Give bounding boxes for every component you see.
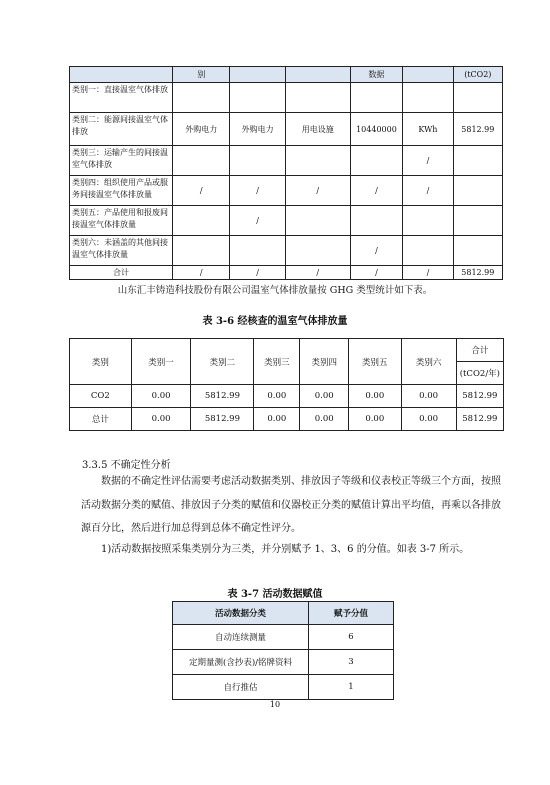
table-cell: 3 [309, 650, 394, 675]
table-cell [285, 206, 350, 236]
table-row [173, 625, 394, 650]
table-caption: 表 3-7 活动数据赋值 [227, 589, 323, 600]
table-cell: 5812.99 [453, 266, 502, 280]
header-cell: 类别五 [349, 339, 401, 385]
table-cell: 10440000 [350, 113, 403, 146]
header-cell: 类别四 [300, 339, 349, 385]
table-cell: CO2 [70, 385, 132, 408]
table-cell: 0.00 [131, 385, 191, 408]
header-cell: 类别二 [191, 339, 254, 385]
table-cell [285, 146, 350, 176]
total-label: 合计 [70, 266, 173, 280]
header-cell: 赋予分值 [309, 602, 394, 625]
table-cell: 5812.99 [456, 408, 503, 431]
table-cell: / [350, 176, 403, 206]
table-cell [230, 83, 285, 113]
table-cell: 5812.99 [456, 385, 503, 408]
table-cell [285, 236, 350, 266]
table-cell [403, 206, 453, 236]
category-label: 类别一：直接温室气体排放 [70, 83, 173, 113]
table-cell: / [230, 266, 285, 280]
intro-text: 山东汇丰铸造科技股份有限公司温室气体排放量按 GHG 类型统计如下表。 [117, 285, 433, 296]
table-cell [285, 83, 350, 113]
table-cell: / [403, 176, 453, 206]
header-cell: 数据 [350, 67, 403, 83]
table-cell: 0.00 [401, 385, 456, 408]
table-header-row [70, 67, 503, 83]
table-cell: 总计 [70, 408, 132, 431]
emission-source-table [69, 66, 503, 280]
table-cell: 0.00 [300, 408, 349, 431]
paragraph: 数据的不确定性评估需要考虑活动数据类别、排放因子等级和仪表校正等级三个方面，按照活动数据分类的赋值、排放因子分类的赋值和仪器校正分类的赋值计算出平均值，再乘以各排放源百分比，然后进行加总得到总体不确定性评分。 [81, 476, 501, 534]
table-row [70, 206, 503, 236]
table-cell [453, 83, 502, 113]
table-cell: 用电设施 [285, 113, 350, 146]
table-row [173, 650, 394, 675]
table-cell: 1 [309, 675, 394, 700]
section-heading: 3.3.5 不确定性分析 [82, 460, 171, 471]
table-cell: / [403, 146, 453, 176]
table-cell: KWh [403, 113, 453, 146]
category-label: 类别五：产品使用和报废间接温室气体排放量 [70, 206, 173, 236]
table-header-row [173, 602, 394, 625]
table-cell [403, 236, 453, 266]
table-cell: / [403, 266, 453, 280]
table-cell: 0.00 [131, 408, 191, 431]
table-cell: 0.00 [349, 408, 401, 431]
table-cell: 5812.99 [453, 113, 502, 146]
table-cell [453, 236, 502, 266]
table-cell: 外购电力 [230, 113, 285, 146]
paragraph: 1)活动数据按照采集类别分为三类，并分别赋予 1、3、6 的分值。如表 3-7 所示。 [101, 544, 470, 555]
table-cell: 定期量测(含抄表)/铭牌资料 [173, 650, 309, 675]
table-cell: / [285, 266, 350, 280]
table-cell: / [350, 236, 403, 266]
table-cell: / [350, 266, 403, 280]
header-cell [285, 67, 350, 83]
table-row [70, 83, 503, 113]
table-cell [230, 236, 285, 266]
table-cell: 0.00 [300, 385, 349, 408]
page-number: 10 [269, 700, 281, 709]
activity-data-score-table [172, 601, 394, 700]
category-label: 类别六：未涵盖的其他间接温室气体排放量 [70, 236, 173, 266]
table-cell [453, 176, 502, 206]
table-row [173, 675, 394, 700]
table-cell: 外购电力 [173, 113, 230, 146]
table-cell [173, 146, 230, 176]
table-row [70, 113, 503, 146]
table-cell: / [173, 266, 230, 280]
table-row [70, 176, 503, 206]
table-row [70, 385, 504, 408]
header-cell: 活动数据分类 [173, 602, 309, 625]
table-cell [350, 146, 403, 176]
table-cell [350, 206, 403, 236]
category-label: 类别二：能源间接温室气体排放 [70, 113, 173, 146]
table-cell: 6 [309, 625, 394, 650]
total-row [70, 266, 503, 280]
table-cell: 0.00 [254, 408, 300, 431]
header-cell [230, 67, 285, 83]
table-cell [453, 206, 502, 236]
table-cell [173, 206, 230, 236]
table-cell [350, 83, 403, 113]
table-cell: 0.00 [401, 408, 456, 431]
verified-emissions-table [69, 338, 504, 431]
header-cell: 别 [173, 67, 230, 83]
table-cell: / [173, 176, 230, 206]
table-cell: / [230, 206, 285, 236]
table-cell [173, 83, 230, 113]
table-cell: 自行推估 [173, 675, 309, 700]
table-cell: 0.00 [254, 385, 300, 408]
header-cell: 类别六 [401, 339, 456, 385]
table-row [70, 236, 503, 266]
header-cell: 类别三 [254, 339, 300, 385]
table-cell: 0.00 [349, 385, 401, 408]
table-cell: / [230, 176, 285, 206]
table-cell [230, 146, 285, 176]
header-cell: 类别一 [131, 339, 191, 385]
header-cell: 合计 [456, 339, 503, 362]
header-cell [403, 67, 453, 83]
table-header-row [70, 339, 504, 362]
table-cell [173, 236, 230, 266]
category-label: 类别三：运输产生的间接温室气体排放 [70, 146, 173, 176]
table-cell: 5812.99 [191, 385, 254, 408]
table-cell: / [285, 176, 350, 206]
table-cell: 5812.99 [191, 408, 254, 431]
header-cell [70, 67, 173, 83]
table-row [70, 146, 503, 176]
table-row [70, 408, 504, 431]
table-caption: 表 3-6 经核查的温室气体排放量 [202, 316, 348, 327]
unit-cell: (tCO2/年) [456, 362, 503, 385]
header-cell: 类别 [70, 339, 132, 385]
table-cell [453, 146, 502, 176]
table-cell: 自动连续测量 [173, 625, 309, 650]
header-cell: (tCO2) [453, 67, 502, 83]
table-cell [403, 83, 453, 113]
category-label: 类别四：组织使用产品或服务间接温室气体排放量 [70, 176, 173, 206]
